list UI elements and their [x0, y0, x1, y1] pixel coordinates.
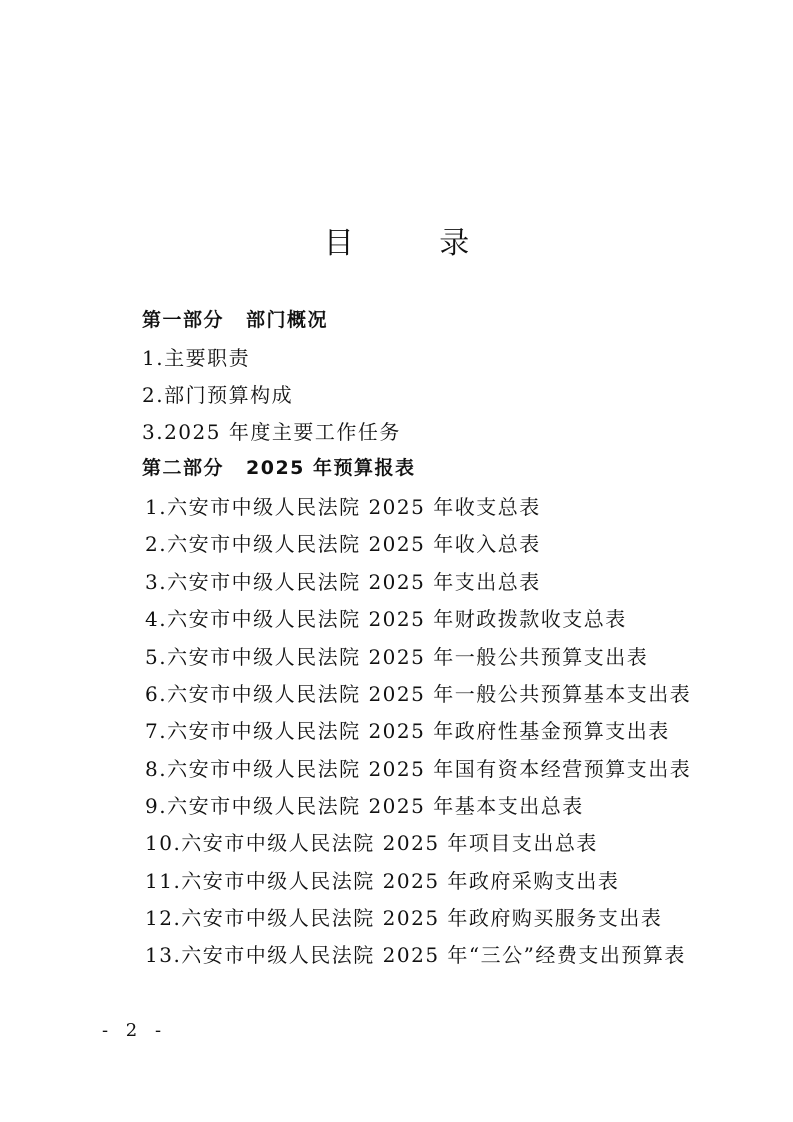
toc-item[interactable]: 12.六安市中级人民法院 2025 年政府购买服务支出表 [145, 906, 663, 930]
toc-item[interactable]: 7.六安市中级人民法院 2025 年政府性基金预算支出表 [145, 719, 670, 743]
toc-item[interactable]: 4.六安市中级人民法院 2025 年财政拨款收支总表 [145, 607, 627, 631]
page-title: 目 录 [323, 226, 508, 261]
toc-item[interactable]: 9.六安市中级人民法院 2025 年基本支出总表 [145, 794, 584, 818]
page-number: - 2 - [102, 1020, 168, 1041]
toc-item[interactable]: 1.主要职责 [142, 346, 251, 370]
toc-item[interactable]: 1.六安市中级人民法院 2025 年收支总表 [145, 495, 541, 519]
part2-label: 第二部分 [142, 457, 225, 479]
toc-item[interactable]: 13.六安市中级人民法院 2025 年“三公”经费支出预算表 [145, 943, 686, 967]
part1-label: 第一部分 [142, 309, 225, 331]
toc-item[interactable]: 3.2025 年度主要工作任务 [142, 420, 401, 444]
toc-item[interactable]: 2.部门预算构成 [142, 383, 294, 407]
toc-item[interactable]: 5.六安市中级人民法院 2025 年一般公共预算支出表 [145, 645, 649, 669]
toc-item[interactable]: 8.六安市中级人民法院 2025 年国有资本经营预算支出表 [145, 757, 692, 781]
toc-item[interactable]: 6.六安市中级人民法院 2025 年一般公共预算基本支出表 [145, 682, 692, 706]
part2-name: 2025 年预算报表 [246, 457, 416, 479]
toc-item[interactable]: 2.六安市中级人民法院 2025 年收入总表 [145, 532, 541, 556]
toc-item[interactable]: 10.六安市中级人民法院 2025 年项目支出总表 [145, 831, 598, 855]
part2-heading [142, 453, 416, 480]
part1-heading [142, 305, 328, 332]
toc-item[interactable]: 11.六安市中级人民法院 2025 年政府采购支出表 [145, 869, 620, 893]
part1-name: 部门概况 [246, 309, 329, 331]
toc-item[interactable]: 3.六安市中级人民法院 2025 年支出总表 [145, 570, 541, 594]
